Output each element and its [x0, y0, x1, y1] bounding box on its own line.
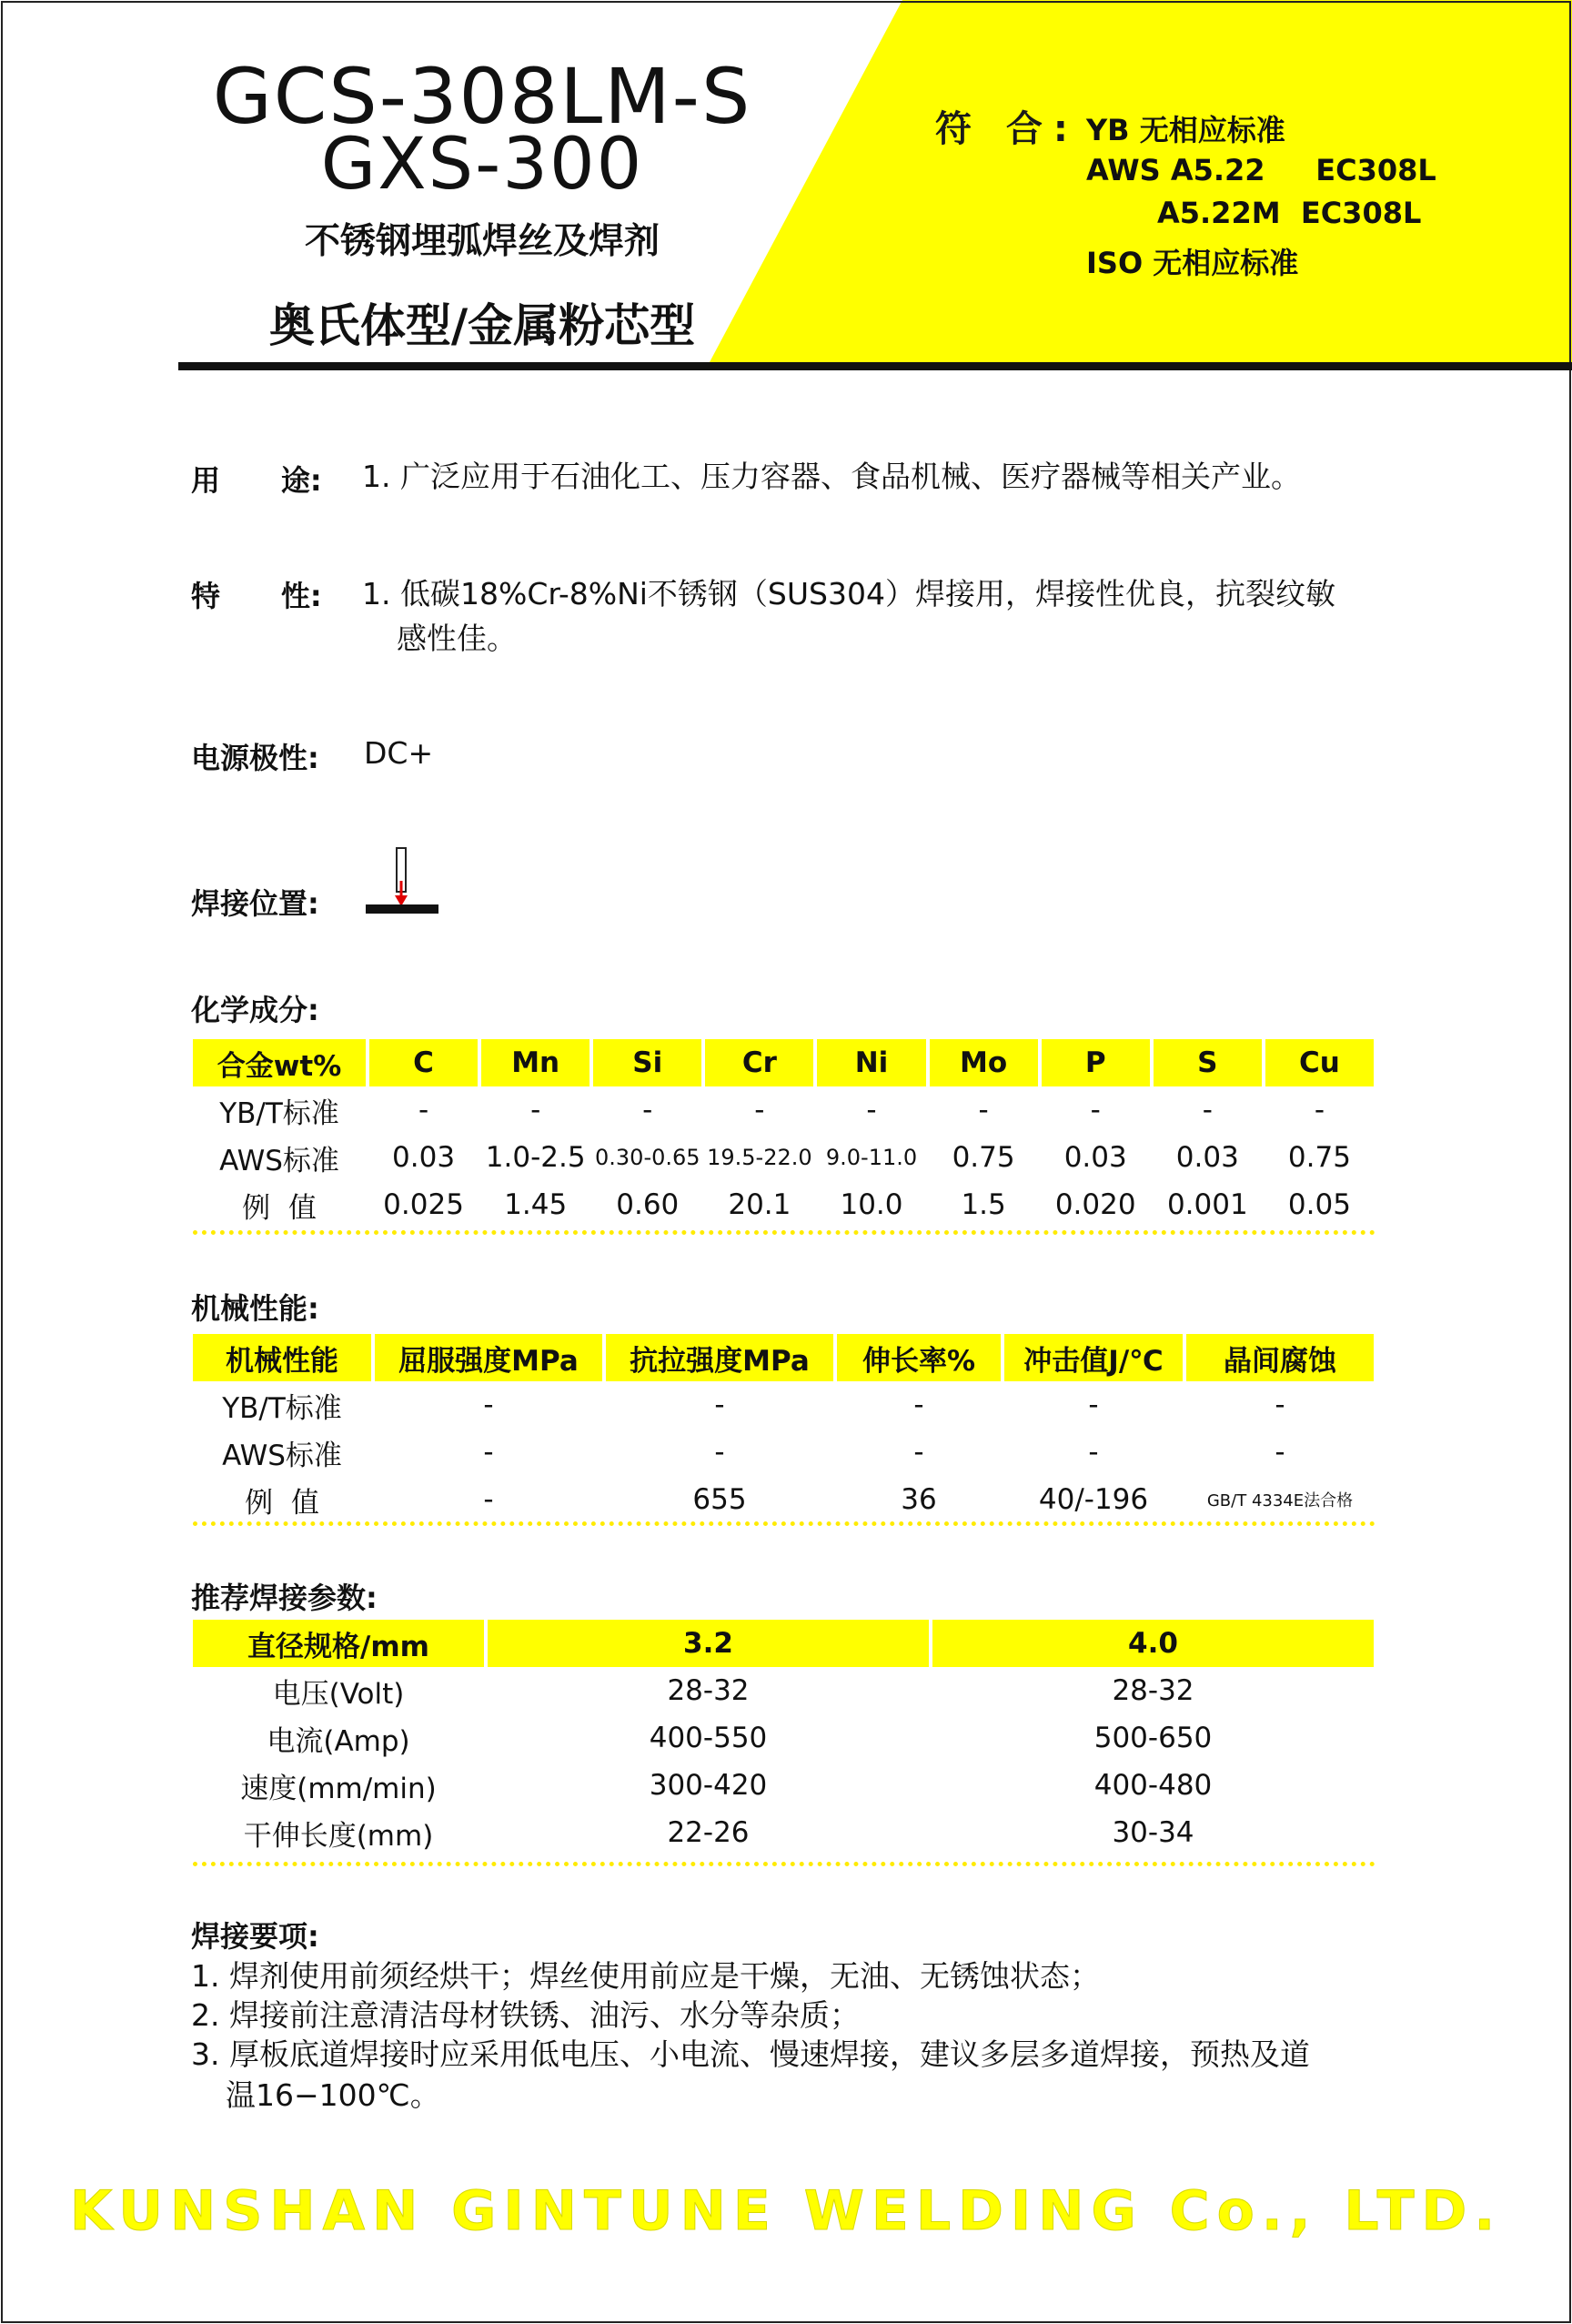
chem-cell: 0.75: [952, 1141, 1015, 1174]
params-header-diameter: 直径规格/mm: [193, 1620, 484, 1667]
params-cell: 22-26: [667, 1816, 750, 1849]
product-type: 奥氏体型/金属粉芯型: [268, 299, 696, 352]
chem-cell: 0.60: [616, 1188, 680, 1221]
mech-cell: -: [483, 1436, 494, 1469]
chem-cell: 0.30-0.65: [595, 1145, 700, 1170]
mech-cell: -: [1275, 1436, 1285, 1469]
mech-header-yield: 屈服强度MPa: [375, 1334, 602, 1381]
chem-cell: -: [642, 1094, 653, 1127]
table-row: [193, 1134, 1374, 1181]
table-row: [193, 1476, 1374, 1523]
header-divider: [178, 362, 1572, 370]
features-label: 特 性:: [191, 579, 322, 613]
product-subtitle: 不锈钢埋弧焊丝及焊剂: [304, 221, 660, 262]
mech-row-label: 例 值: [245, 1486, 319, 1520]
mech-cell: -: [1088, 1389, 1099, 1421]
chem-cell: 20.1: [728, 1188, 791, 1221]
chem-cell: 0.75: [1287, 1141, 1351, 1174]
params-header-3-2: 3.2: [488, 1620, 929, 1667]
mech-header-elongation: 伸长率%: [837, 1334, 1001, 1381]
company-name: KUNSHAN GINTUNE WELDING Co., LTD.: [69, 2179, 1503, 2243]
params-cell: 500-650: [1093, 1722, 1213, 1754]
table-row: [193, 1086, 1374, 1134]
table-row: [193, 1429, 1374, 1476]
flat-position-icon: [364, 846, 442, 915]
mech-row-label: AWS标准: [222, 1439, 342, 1472]
chem-cell: 0.001: [1166, 1188, 1248, 1221]
table-row: [193, 1381, 1374, 1429]
chem-header-c: C: [369, 1039, 478, 1086]
model-title: GCS-308LM-S: [212, 52, 752, 141]
params-cell: 300-420: [649, 1769, 768, 1802]
note-item-3: 3. 厚板底道焊接时应采用低电压、小电流、慢速焊接，建议多层多道焊接，预热及道: [191, 2036, 1310, 2072]
mechanical-table: [189, 1334, 1377, 1523]
chem-cell: -: [1202, 1094, 1213, 1127]
chem-cell: 1.0-2.5: [485, 1141, 586, 1174]
chem-header-ni: Ni: [817, 1039, 925, 1086]
mech-cell: 655: [692, 1483, 747, 1516]
chem-header-mn: Mn: [481, 1039, 590, 1086]
params-cell: 30-34: [1112, 1816, 1194, 1849]
chem-cell: -: [1090, 1094, 1101, 1127]
mech-cell: -: [483, 1483, 494, 1516]
chem-cell: 0.020: [1054, 1188, 1136, 1221]
standard-aws: AWS A5.22 EC308L: [1086, 153, 1436, 187]
note-item-2: 2. 焊接前注意清洁母材铁锈、油污、水分等杂质；: [191, 1997, 860, 2033]
params-cell: 400-480: [1093, 1769, 1213, 1802]
chem-row-label: 例 值: [242, 1191, 317, 1225]
params-table: [189, 1620, 1377, 1856]
chem-cell: -: [530, 1094, 541, 1127]
position-label: 焊接位置:: [191, 886, 319, 921]
chem-cell: 0.03: [1063, 1141, 1127, 1174]
chem-cell: 10.0: [840, 1188, 903, 1221]
params-cell: 28-32: [667, 1674, 750, 1707]
chem-cell: 9.0-11.0: [825, 1145, 918, 1170]
usage-label: 用 途:: [191, 463, 322, 498]
chem-header-s: S: [1154, 1039, 1262, 1086]
chem-cell: 1.45: [504, 1188, 568, 1221]
note-item-3-cont: 温16−100℃。: [226, 2077, 440, 2113]
mech-cell: -: [714, 1436, 725, 1469]
chem-cell: -: [1314, 1094, 1325, 1127]
polarity-value: DC+: [364, 735, 434, 771]
params-row-label: 电压(Volt): [272, 1677, 405, 1711]
mech-cell: 36: [901, 1483, 937, 1516]
params-header-4-0: 4.0: [932, 1620, 1374, 1667]
mech-header-impact: 冲击值J/℃: [1004, 1334, 1183, 1381]
mech-header-tensile: 抗拉强度MPa: [606, 1334, 833, 1381]
chem-cell: -: [754, 1094, 765, 1127]
conform-label: 符 合:: [935, 108, 1079, 150]
notes-title: 焊接要项:: [191, 1919, 319, 1954]
chem-cell: -: [866, 1094, 877, 1127]
mech-cell: -: [1088, 1436, 1099, 1469]
chemistry-title: 化学成分:: [191, 993, 319, 1027]
mech-cell: -: [913, 1436, 924, 1469]
usage-text: 1. 广泛应用于石油化工、压力容器、食品机械、医疗器械等相关产业。: [362, 459, 1301, 494]
chem-cell: 0.03: [392, 1141, 456, 1174]
chem-cell: 19.5-22.0: [707, 1145, 812, 1170]
mech-cell: 40/-196: [1038, 1483, 1149, 1516]
chem-cell: -: [978, 1094, 989, 1127]
chem-header-si: Si: [593, 1039, 701, 1086]
mechanical-dotted-divider: [193, 1521, 1376, 1526]
standard-yb: YB 无相应标准: [1086, 113, 1285, 147]
table-row: [193, 1181, 1374, 1228]
note-item-1: 1. 焊剂使用前须经烘干；焊丝使用前应是干燥，无油、无锈蚀状态；: [191, 1958, 1100, 1994]
params-row-label: 速度(mm/min): [240, 1772, 437, 1805]
mech-row-label: YB/T标准: [222, 1391, 342, 1425]
params-dotted-divider: [193, 1862, 1376, 1866]
table-row: [193, 1667, 1374, 1714]
chem-cell: 1.5: [961, 1188, 1006, 1221]
chem-cell: 0.05: [1287, 1188, 1351, 1221]
chemistry-table: [189, 1039, 1377, 1228]
chem-cell: -: [418, 1094, 429, 1127]
mech-header-property: 机械性能: [193, 1334, 371, 1381]
features-text-line1: 1. 低碳18%Cr-8%Ni不锈钢（SUS304）焊接用，焊接性优良，抗裂纹敏: [362, 576, 1335, 611]
params-cell: 400-550: [649, 1722, 768, 1754]
chem-header-mo: Mo: [930, 1039, 1038, 1086]
table-row: [193, 1809, 1374, 1856]
table-row: [193, 1714, 1374, 1762]
mech-header-corrosion: 晶间腐蚀: [1186, 1334, 1374, 1381]
mech-cell: -: [1275, 1389, 1285, 1421]
chem-header-cr: Cr: [705, 1039, 813, 1086]
chem-header-cu: Cu: [1265, 1039, 1374, 1086]
mechanical-title: 机械性能:: [191, 1291, 319, 1326]
standard-iso: ISO 无相应标准: [1086, 246, 1299, 280]
flux-model-title: GXS-300: [320, 124, 644, 206]
standard-aws-m: A5.22M EC308L: [1086, 196, 1422, 230]
features-text-line2: 感性佳。: [397, 621, 517, 656]
chem-cell: 0.03: [1175, 1141, 1239, 1174]
mech-cell: GB/T 4334E法合格: [1206, 1491, 1354, 1511]
polarity-label: 电源极性:: [191, 741, 319, 775]
chem-row-label: AWS标准: [219, 1144, 339, 1177]
chem-cell: 0.025: [383, 1188, 464, 1221]
params-row-label: 电流(Amp): [267, 1724, 410, 1758]
mech-cell: -: [714, 1389, 725, 1421]
chem-header-alloy: 合金wt%: [193, 1039, 366, 1086]
chemistry-dotted-divider: [193, 1230, 1376, 1235]
params-title: 推荐焊接参数:: [191, 1581, 378, 1615]
chem-header-p: P: [1042, 1039, 1150, 1086]
mech-cell: -: [913, 1389, 924, 1421]
table-row: [193, 1762, 1374, 1809]
params-cell: 28-32: [1112, 1674, 1194, 1707]
params-row-label: 干伸长度(mm): [243, 1819, 434, 1853]
mech-cell: -: [483, 1389, 494, 1421]
chem-row-label: YB/T标准: [219, 1096, 339, 1130]
